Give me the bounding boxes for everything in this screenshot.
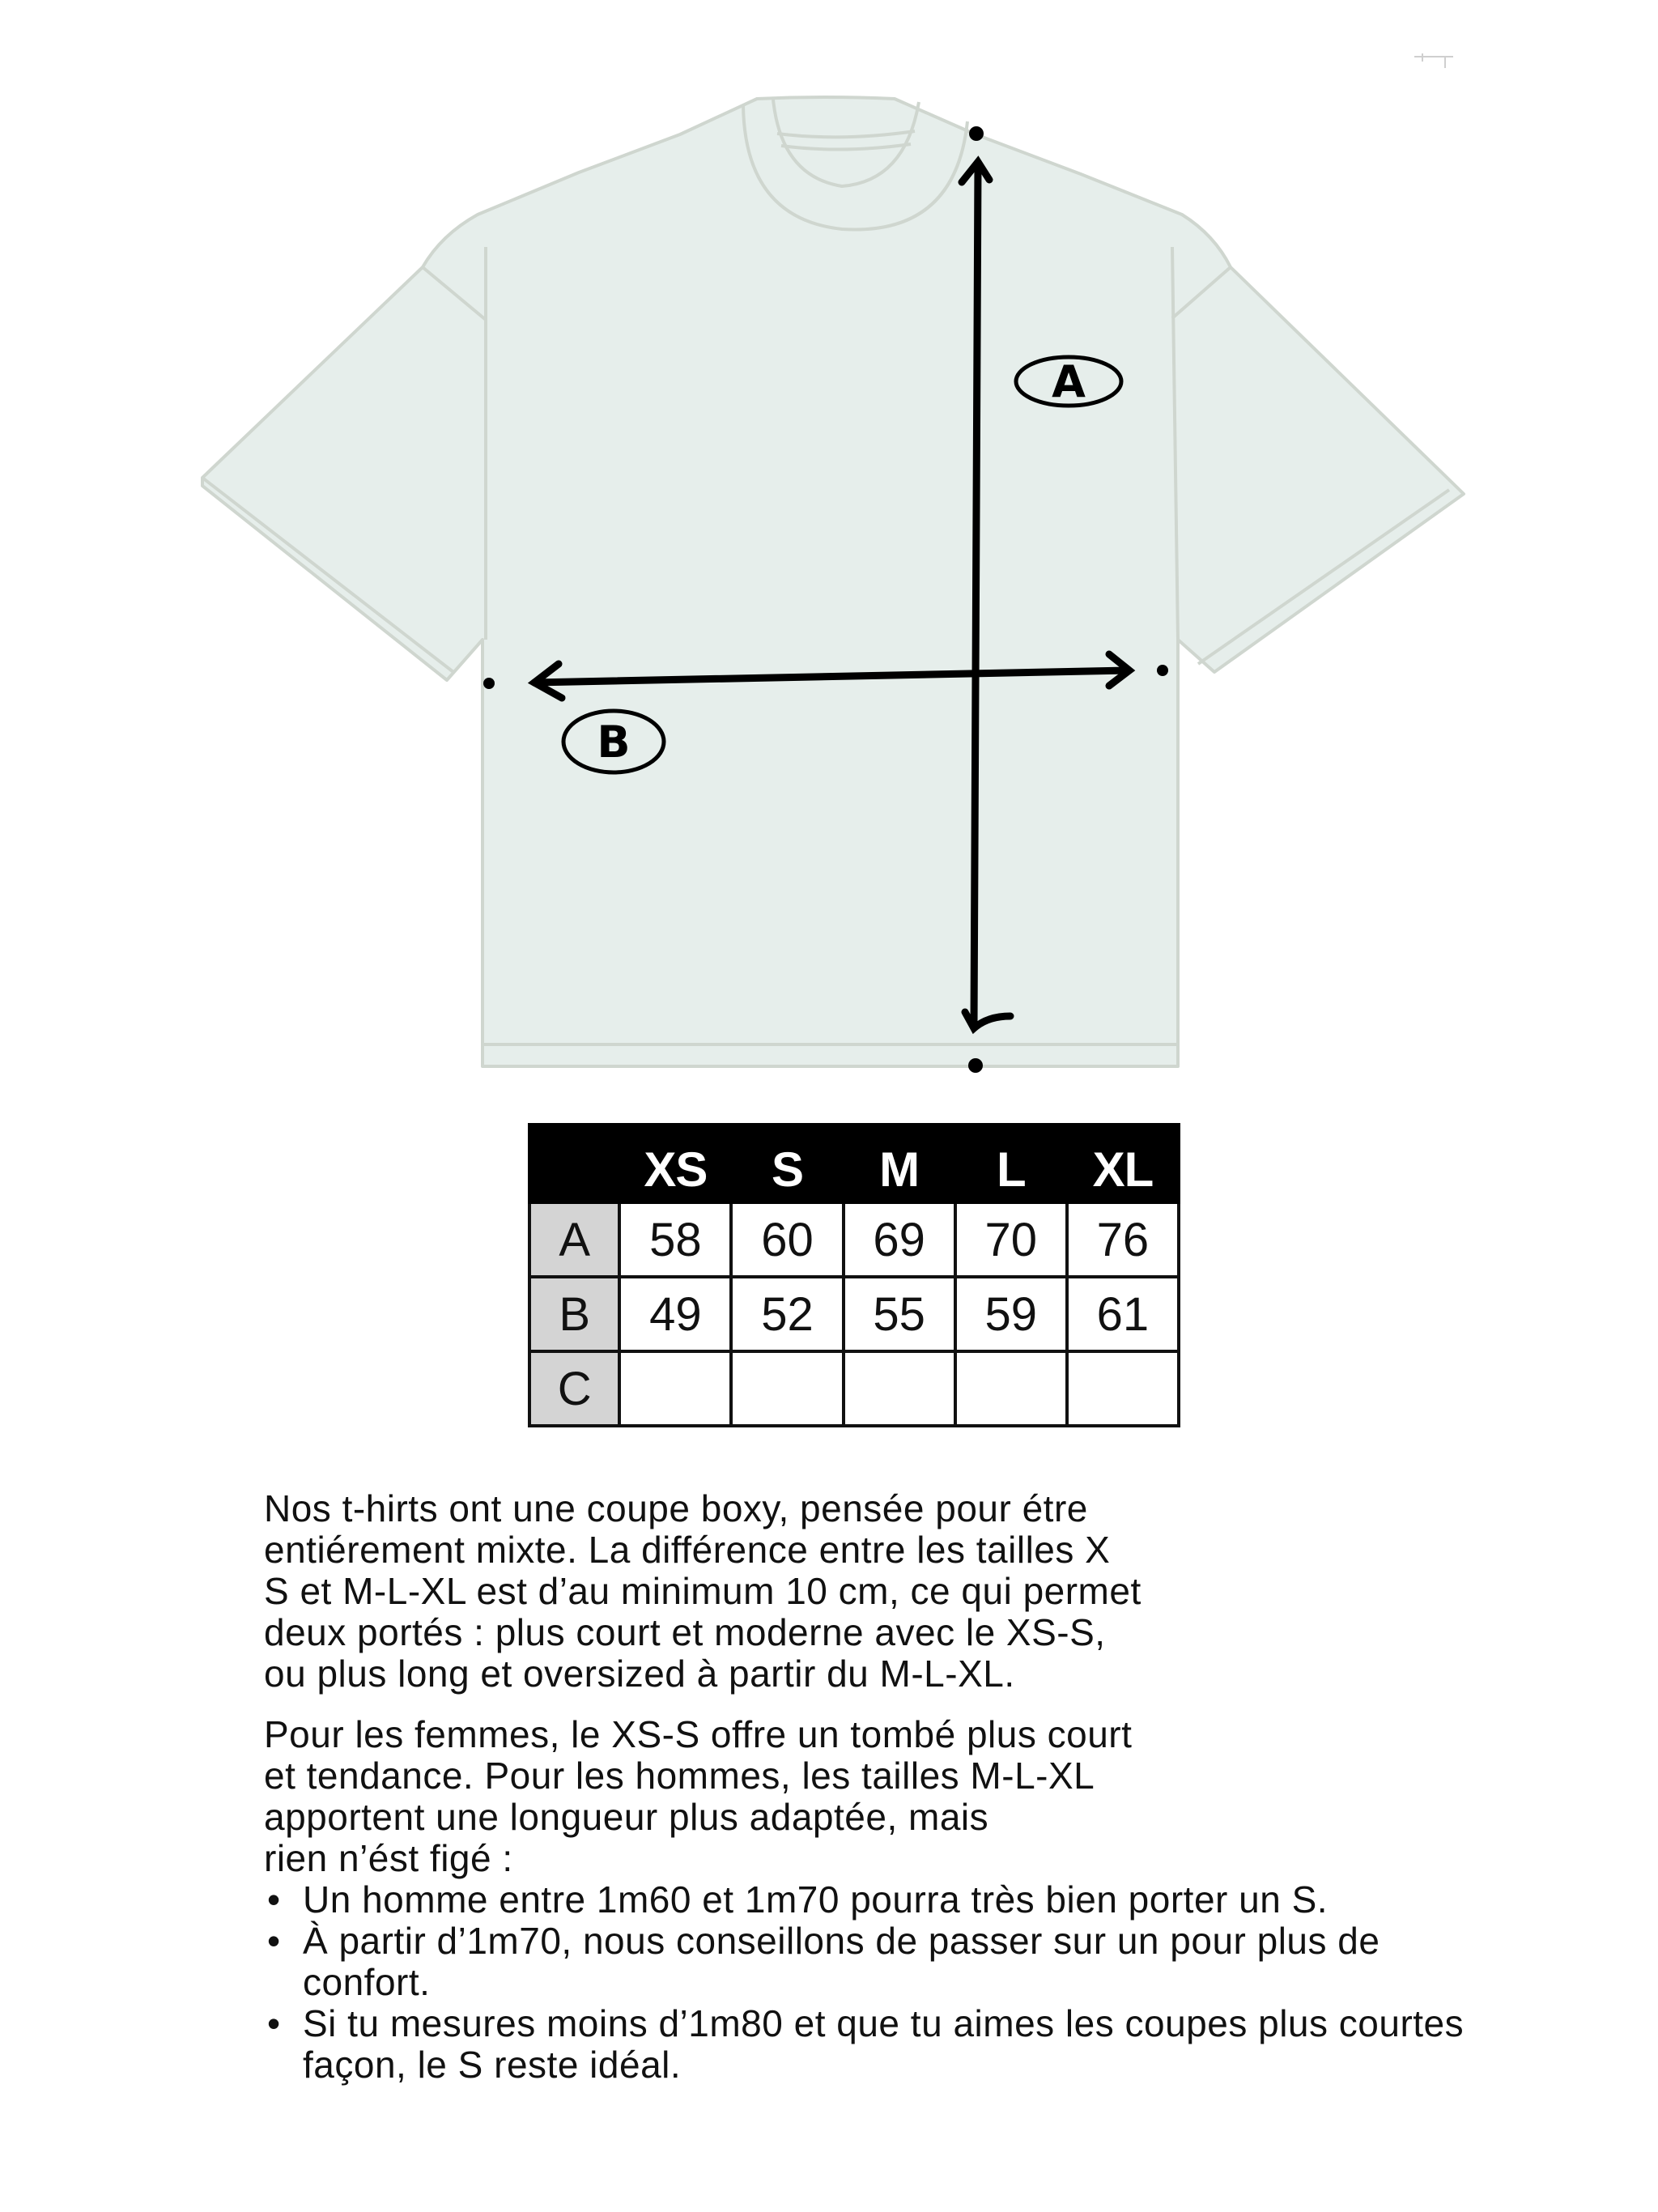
measure-a-top-dot	[969, 126, 984, 141]
table-row	[529, 1351, 1179, 1426]
text-line: apportent une longueur plus adaptée, mais	[264, 1796, 989, 1838]
size-header-row	[529, 1125, 1179, 1202]
row-label: A	[529, 1202, 619, 1277]
text-line: deux portés : plus court et moderne avec le XS-S,	[264, 1611, 1106, 1653]
table-cell: 58	[619, 1202, 731, 1277]
text-line: et tendance. Pour les hommes, les tailles M-L-XL	[264, 1755, 1095, 1797]
table-cell	[731, 1351, 843, 1426]
measure-b-left-dot	[483, 678, 495, 689]
tshirt-outline	[202, 97, 1464, 1066]
size-header: XL	[1067, 1125, 1179, 1202]
table-cell	[619, 1351, 731, 1426]
size-guide-description	[264, 1488, 1524, 2086]
text-line: Nos t-hirts ont une coupe boxy, pensée pour étre	[264, 1488, 1088, 1529]
text-line: entiérement mixte. La différence entre les tailles X	[264, 1529, 1111, 1571]
row-label: B	[529, 1277, 619, 1351]
table-cell: 61	[1067, 1277, 1179, 1351]
text-line: rien n’ést figé :	[264, 1837, 513, 1879]
tshirt-diagram	[0, 0, 1658, 1101]
table-cell: 70	[955, 1202, 1067, 1277]
paragraph-1	[264, 1488, 1524, 1695]
text-line: Pour les femmes, le XS-S offre un tombé plus court	[264, 1713, 1133, 1755]
advice-list	[264, 1879, 1524, 2086]
table-cell	[844, 1351, 955, 1426]
table-cell: 52	[731, 1277, 843, 1351]
text-line: ou plus long et oversized à partir du M-L-XL.	[264, 1653, 1015, 1695]
size-header: L	[955, 1125, 1067, 1202]
size-header: XS	[619, 1125, 731, 1202]
measure-a-label: A	[1052, 356, 1086, 407]
table-row	[529, 1202, 1179, 1277]
row-label: C	[529, 1351, 619, 1426]
table-cell: 69	[844, 1202, 955, 1277]
text-line: S et M-L-XL est d’au minimum 10 cm, ce qui permet	[264, 1570, 1141, 1612]
table-cell: 60	[731, 1202, 843, 1277]
list-item: • Un homme entre 1m60 et 1m70 pourra très bien porter un S.	[264, 1879, 1517, 1921]
measure-b-label: B	[597, 717, 631, 768]
paragraph-2	[264, 1714, 1524, 1879]
measure-a-bottom-dot	[968, 1058, 983, 1073]
table-row	[529, 1277, 1179, 1351]
list-item: • À partir d’1m70, nous conseillons de passer sur un pour plus de confort.	[264, 1921, 1517, 2003]
table-cell: 76	[1067, 1202, 1179, 1277]
size-header: S	[731, 1125, 843, 1202]
size-table	[528, 1123, 1180, 1427]
list-item: • Si tu mesures moins d’1m80 et que tu aimes les coupes plus courtes façon, le S reste idéal.	[264, 2003, 1517, 2086]
table-cell: 59	[955, 1277, 1067, 1351]
measure-b-right-dot	[1157, 665, 1168, 676]
table-cell	[955, 1351, 1067, 1426]
table-cell: 55	[844, 1277, 955, 1351]
table-cell: 49	[619, 1277, 731, 1351]
size-header: M	[844, 1125, 955, 1202]
corner-cell	[529, 1125, 619, 1202]
table-cell	[1067, 1351, 1179, 1426]
